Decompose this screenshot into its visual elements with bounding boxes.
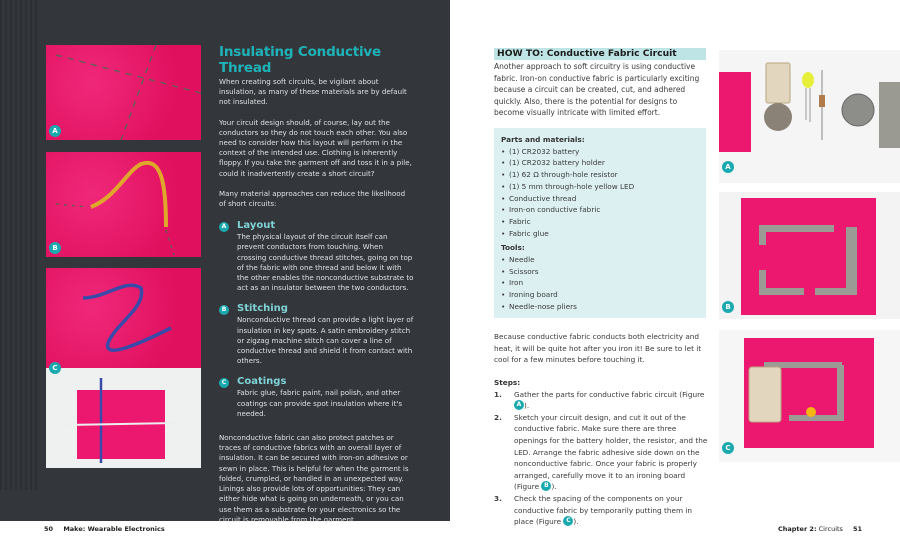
subsection-title: Stitching xyxy=(237,303,288,315)
parts-and-tools-box xyxy=(494,128,706,318)
photo-c xyxy=(46,268,201,468)
list-item: • (1) 5 mm through-hole yellow LED xyxy=(501,181,699,193)
step-number: 3. xyxy=(494,493,502,503)
right-page-footer xyxy=(778,525,862,533)
subsection-title: Layout xyxy=(237,220,276,232)
list-item: • Conductive thread xyxy=(501,193,699,205)
blue-thread-illustration xyxy=(46,268,201,468)
howto-intro: Another approach to soft circuitry is using conductive fabric. Iron-on conductive fabric is particularly exciting because a circuit can be created, cut, and adhered quickly. Also, there is the potential for designs to become visually intricate with limited effort. xyxy=(494,62,700,118)
chapter-name: Circuits xyxy=(818,525,843,533)
closing-paragraph: Nonconductive fabric can also protect patches or traces of conductive fabrics with an overall layer of insulation. It can be secured with iron-on adhesive or sewn in place. This is helpful for when the garment is folded, crumpled, or handled in an unexpected way. Linings also provide lots of opportunities: They can either hide what is going on underneath, or you can use them as a substrate for your electronics so the circuit is removable from the garment. xyxy=(219,433,409,524)
subsection-text: Nonconductive thread can provide a light layer of insulation in key spots. A satin embroidery stitch or zigzag machine stitch can cover a line of conductive thread and shield it from contact with others. xyxy=(237,315,414,366)
step-number: 2. xyxy=(494,412,502,422)
step-text: Check the spacing of the components on your conductive fabric by temporarily putting them in place (Figure xyxy=(514,493,693,527)
step-text: Gather the parts for conductive fabric circuit (Figure xyxy=(514,389,705,399)
subsection-layout xyxy=(219,219,414,293)
parts-list xyxy=(501,146,699,240)
subsection-badge: B xyxy=(219,305,229,315)
list-item: • Needle-nose pliers xyxy=(501,301,699,313)
stitch-lines-illustration xyxy=(46,45,201,140)
step-text-end: ). xyxy=(551,482,557,492)
step-item xyxy=(494,412,709,493)
howto-title: HOW TO: Conductive Fabric Circuit xyxy=(497,48,677,59)
tools-heading: Tools: xyxy=(501,243,525,253)
list-item: • Fabric glue xyxy=(501,228,699,240)
page-number: 51 xyxy=(853,525,863,533)
figure-badge-a: A xyxy=(722,161,734,173)
body-paragraph: Your circuit design should, of course, lay out the conductors so they do not touch each other. You also need to consider how this layout will perform in the context of the intended use. Clothing is inherently floppy. If you take the garment off and toss it in a pile, could it inadvertently create a short circuit? xyxy=(219,117,412,178)
figure-badge-b: B xyxy=(722,301,734,313)
list-item: • (1) CR2032 battery xyxy=(501,146,699,158)
yellow-thread-illustration xyxy=(46,152,201,257)
insulating-article xyxy=(219,44,414,535)
subsection-badge: C xyxy=(219,378,229,388)
chapter-label: Chapter 2: xyxy=(778,525,817,533)
list-item: • Iron-on conductive fabric xyxy=(501,204,699,216)
figure-ref-badge: C xyxy=(563,516,573,526)
section-title: Insulating Conductive Thread xyxy=(219,44,381,76)
photo-parts-layout xyxy=(719,50,900,183)
page-number: 50 xyxy=(44,525,54,533)
steps-heading: Steps: xyxy=(494,378,521,387)
subsection-text: Fabric glue, fabric paint, nail polish, and other coatings can provide spot insulation where it's needed. xyxy=(237,388,403,418)
intro-paragraph: When creating soft circuits, be vigilant about insulation, as many of these materials are by default not insulated. xyxy=(219,77,407,107)
photo-a xyxy=(46,45,201,140)
list-item: • Fabric xyxy=(501,216,699,228)
step-item xyxy=(494,389,709,412)
parts-illustration xyxy=(719,50,900,183)
heat-warning: Because conductive fabric conducts both electricity and heat, it will be quite hot after you iron it! Be sure to let it cool for a few minutes before touching it. xyxy=(494,332,702,365)
traces-illustration xyxy=(719,192,900,319)
step-text-end: ). xyxy=(573,517,579,527)
subsection-badge: A xyxy=(219,222,229,232)
book-title: Make: Wearable Electronics xyxy=(63,525,165,533)
left-page xyxy=(0,0,450,524)
figure-badge-b: B xyxy=(49,242,61,254)
photo-fabric-traces xyxy=(719,192,900,319)
list-item: • Scissors xyxy=(501,266,699,278)
list-item: • (1) CR2032 battery holder xyxy=(501,157,699,169)
subsection-stitching xyxy=(219,302,414,366)
step-text: Sketch your circuit design, and cut it out of the conductive fabric. Make sure there are three openings for the battery holder, the resistor, and the LED. Arrange the fabric adhesive side down on the nonconductive fabric. Once your fabric is properly arranged, carefully move it to an ironing board (Figure xyxy=(514,412,708,492)
figure-ref-badge: B xyxy=(541,481,551,491)
components-illustration xyxy=(719,330,900,462)
steps-section xyxy=(494,377,709,528)
photo-components-placed xyxy=(719,330,900,462)
step-number: 1. xyxy=(494,389,502,399)
photo-b xyxy=(46,152,201,257)
body-paragraph: Many material approaches can reduce the likelihood of short circuits: xyxy=(219,188,406,209)
step-text-end: ). xyxy=(524,401,530,411)
subsection-coatings xyxy=(219,375,414,419)
list-item: • Iron xyxy=(501,277,699,289)
decorative-stripes xyxy=(0,0,40,490)
figure-badge-c: C xyxy=(722,442,734,454)
list-item: • Needle xyxy=(501,254,699,266)
subsection-text: The physical layout of the circuit itself can prevent conductors from touching. When crossing conductive thread stitches, going on top of the fabric with one thread and below it with the other enables the nonconductive substrate to act as an insulator between the two conductors. xyxy=(237,232,414,293)
tools-list xyxy=(501,254,699,313)
list-item: • Ironing board xyxy=(501,289,699,301)
figure-badge-a: A xyxy=(49,125,61,137)
subsection-title: Coatings xyxy=(237,376,287,388)
figure-badge-c: C xyxy=(49,362,61,374)
step-item xyxy=(494,493,709,528)
parts-heading: Parts and materials: xyxy=(501,135,585,144)
figure-ref-badge: A xyxy=(514,400,524,410)
left-page-footer xyxy=(44,525,165,533)
list-item: • (1) 62 Ω through-hole resistor xyxy=(501,169,699,181)
